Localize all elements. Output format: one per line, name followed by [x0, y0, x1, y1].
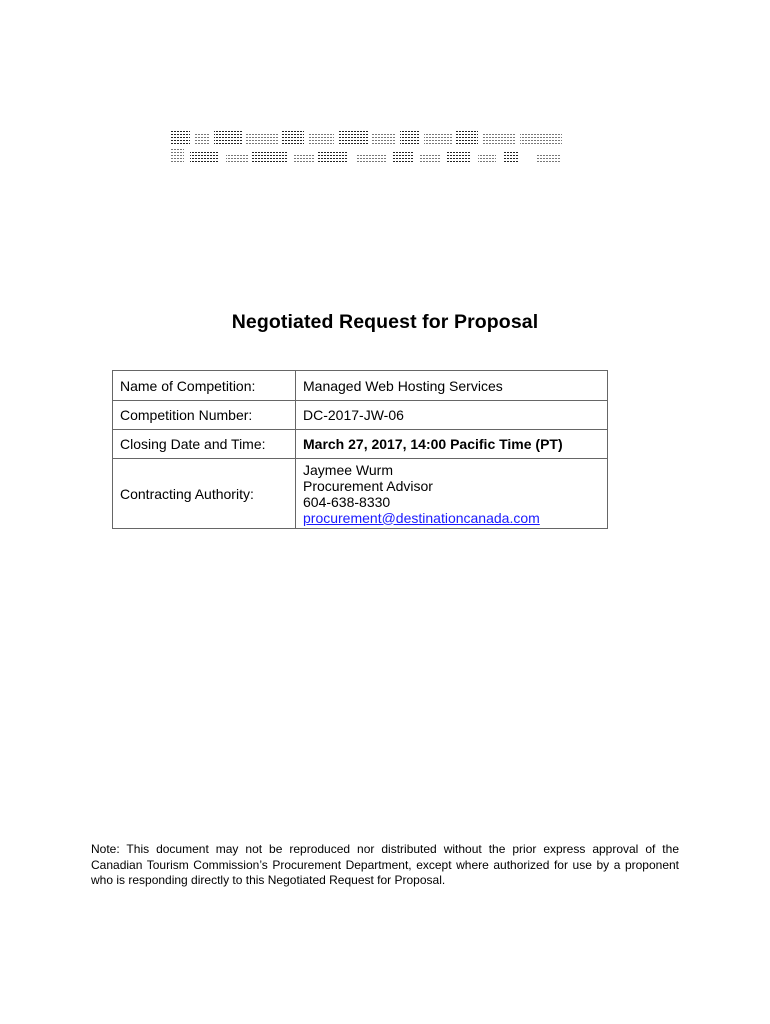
competition-number-label: Competition Number:	[113, 401, 296, 430]
competition-name-label: Name of Competition:	[113, 371, 296, 401]
contact-name: Jaymee Wurm	[303, 461, 393, 478]
contracting-authority-contact	[296, 459, 608, 529]
contact-role: Procurement Advisor	[303, 477, 433, 494]
competition-number-value: DC-2017-JW-06	[296, 401, 608, 430]
closing-date-value: March 27, 2017, 14:00 Pacific Time (PT)	[296, 430, 608, 459]
table-row	[113, 459, 608, 529]
competition-name-value: Managed Web Hosting Services	[296, 371, 608, 401]
contact-phone: 604-638-8330	[303, 493, 391, 510]
organization-logo	[168, 128, 566, 166]
contact-email-link[interactable]: procurement@destinationcanada.com	[303, 509, 540, 526]
document-title: Negotiated Request for Proposal	[231, 311, 539, 333]
competition-details-table	[112, 370, 608, 529]
table-row	[113, 371, 608, 401]
reproduction-note: Note: This document may not be reproduced nor distributed without the prior express approval of the Canadian Tourism Commission’s Procurement Department, except where authorized for use by a proponent who is responding directly to this Negotiated Request for Proposal.	[91, 842, 679, 887]
closing-date-label: Closing Date and Time:	[113, 430, 296, 459]
contracting-authority-label: Contracting Authority:	[113, 459, 296, 529]
table-row	[113, 401, 608, 430]
table-row	[113, 430, 608, 459]
